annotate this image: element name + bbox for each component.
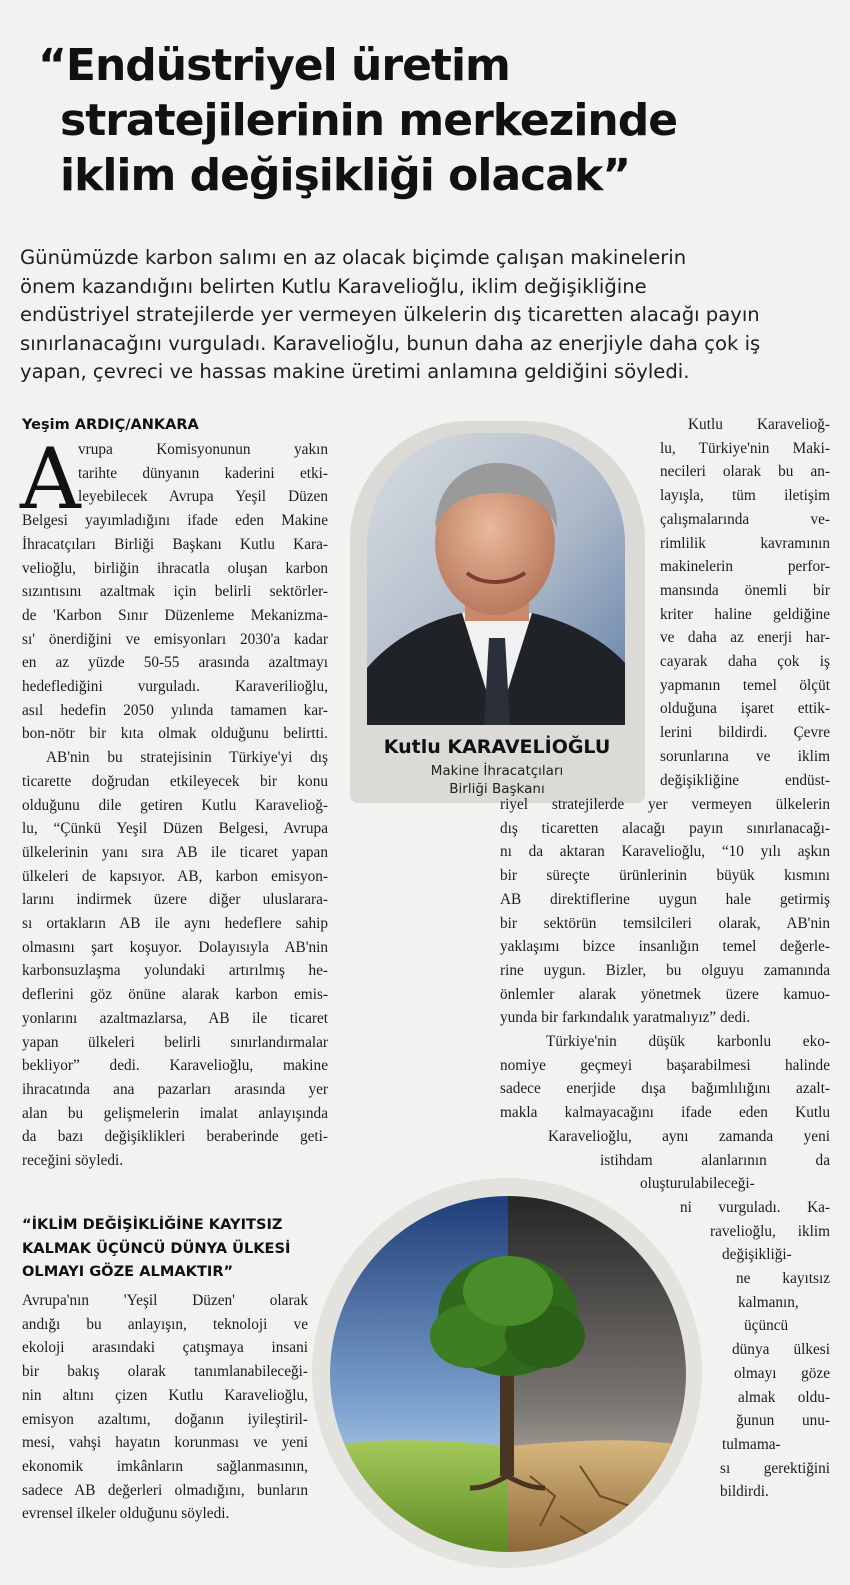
- text-line: rimlilik kavramının: [660, 534, 830, 552]
- text-line: Belgesi yayımladığını ifade eden Makine: [22, 512, 328, 530]
- text-line: andığı bu anlayışın, teknoloji ve: [22, 1315, 308, 1333]
- text-line: bildirdi.: [720, 1483, 769, 1501]
- text-line: deflerini göz önüne alarak karbon emis-: [22, 986, 328, 1004]
- text-line: sı ortakların AB ile aynı hedeflere sahip: [22, 915, 328, 933]
- lead-line: Günümüzde karbon salımı en az olacak biçimde çalışan makinelerin: [20, 246, 687, 269]
- text-line: çalışmalarında ve-: [660, 510, 830, 528]
- text-line: makinelerin perfor-: [660, 558, 830, 576]
- text-line: yaklaşımı bizce insanlığın temel değerle-: [500, 938, 830, 956]
- text-line: bir süreçte ürünlerinin büyük kısmını: [500, 867, 830, 885]
- text-line: alan bu gelişmelerin imalat anlayışında: [22, 1104, 328, 1122]
- text-line: yapan ülkeleri belirli sınırlandırmalar: [22, 1033, 328, 1051]
- subheading-line: OLMAYI GÖZE ALMAKTIR”: [22, 1263, 234, 1280]
- text-line: necileri olarak bu an-: [660, 463, 830, 481]
- climate-illustration: [330, 1196, 686, 1552]
- text-line: bir bakış olarak tanımlanabileceği-: [22, 1363, 308, 1381]
- text-line: ekonomik imkânların sağlanmasının,: [22, 1457, 308, 1475]
- text-line: kriter haline geldiğine: [660, 605, 830, 623]
- text-line: da bazı değişiklikleri beraberinde geti-: [22, 1128, 328, 1146]
- text-line: lerini bildirdi. Çevre: [660, 724, 830, 742]
- text-line: mesi, vahşi hayatın korunması ve yeni: [22, 1434, 308, 1452]
- text-line: yonlarını azaltmazlarsa, AB ile ticaret: [22, 1009, 328, 1027]
- headline-line: “Endüstriyel üretim: [38, 40, 510, 91]
- text-line: ülkeleri de kapsıyor. AB, karbon emisyon-: [22, 867, 328, 885]
- text-line: ve daha az enerji har-: [660, 629, 830, 647]
- lead-line: yapan, çevreci ve hassas makine üretimi anlamına geldiğini söyledi.: [20, 360, 690, 383]
- text-line: Karavelioğlu, aynı zamanda yeni: [548, 1127, 830, 1145]
- text-line: vrupa Komisyonunun yakın: [78, 441, 328, 458]
- text-line: layışla, tüm iletişim: [660, 487, 830, 505]
- subheading: [22, 1213, 322, 1284]
- text-line: en az yüzde 50-55 arasında azaltmayı: [22, 654, 328, 672]
- text-line: karbonsuzlaşma yolundaki artırılmış he-: [22, 962, 328, 980]
- left-column-bottom: [22, 1289, 308, 1526]
- text-line: asıl hedefin 2050 yılında tamamen kar-: [22, 701, 328, 719]
- text-line: ihracatında ana pazarları arasında yer: [22, 1080, 328, 1098]
- text-line: ekoloji arasındaki çatışmaya insani: [22, 1339, 308, 1357]
- byline: Yeşim ARDIÇ/ANKARA: [22, 417, 199, 433]
- text-line: dış ticaretten alacağı payın sınırlanacağı-: [500, 819, 830, 837]
- text-line: sı' önerdiğini ve emisyonları 2030'a kadar: [22, 630, 328, 648]
- climate-image: [330, 1196, 686, 1552]
- text-line: değişikliğine endüst-: [660, 771, 830, 789]
- photo-caption-name: Kutlu KARAVELİOĞLU: [383, 736, 611, 758]
- text-line: larını indirmek üzere diğer uluslarara-: [22, 891, 328, 909]
- text-line: ticarette doğrudan etkileyecek bir konu: [22, 772, 328, 790]
- text-line: sı gerektiğini: [720, 1459, 830, 1477]
- text-line: sadece enerjide dışa bağımlılığını azalt-: [500, 1080, 830, 1098]
- text-line: dünya ülkesi: [732, 1341, 830, 1359]
- drop-cap: A: [20, 430, 81, 528]
- lead-line: sınırlanacağını vurguladı. Karavelioğlu, bunun daha az enerjiyle daha çok iş: [20, 331, 761, 355]
- text-line: velioğlu, birliğin ihracatla oluşan karbon: [22, 559, 328, 577]
- text-line: cayarak daha çok iş: [660, 653, 830, 671]
- text-line: AB'nin bu stratejisinin Türkiye'yi dış: [46, 749, 328, 767]
- text-line: makla kalmayacağını ifade eden Kutlu: [500, 1104, 830, 1122]
- text-line: olduğuna işaret ettik-: [660, 700, 830, 718]
- text-line: almak oldu-: [738, 1388, 830, 1406]
- subheading-line: “İKLİM DEĞİŞİKLİĞİNE KAYITSIZ: [22, 1216, 283, 1233]
- text-line: evrensel ilkeler olduğunu söyledi.: [22, 1505, 230, 1523]
- text-line: nomiye geçmeyi başarabilmesi halinde: [500, 1056, 830, 1074]
- right-column-top: [660, 413, 830, 792]
- headline: [38, 38, 828, 203]
- left-column-top: [20, 430, 328, 1173]
- text-line: tarihte dünyanın kaderini etki-: [78, 464, 328, 482]
- text-line: sadece AB değerleri olmadığını, bunların: [22, 1481, 308, 1499]
- headline-line: stratejilerinin merkezinde: [60, 95, 678, 146]
- lead-line: önem kazandığını belirten Kutlu Karavelioğlu, iklim değişikliğine: [20, 274, 647, 298]
- text-line: bon-nötr bir kıta olmak olduğunu belirtti.: [22, 725, 328, 743]
- text-line: kalmanın,: [738, 1293, 799, 1311]
- photo-caption-title-line: Makine İhracatçıları: [430, 763, 564, 779]
- text-line: değişikliği-: [722, 1246, 792, 1264]
- text-line: önlemler alarak yönetmek üzere kamuo-: [500, 985, 830, 1003]
- text-line: olmasını şart koşuyor. Dolayısıyla AB'nin: [22, 938, 328, 956]
- text-line: ne kayıtsız: [736, 1270, 830, 1288]
- text-line: ülkelerinin yanı sıra AB ile ticaret yapan: [22, 843, 328, 861]
- text-line: lu, “Çünkü Yeşil Düzen Belgesi, Avrupa: [22, 820, 328, 838]
- text-line: sorunlarına ve iklim: [660, 747, 830, 765]
- text-line: hedeflediğini vurguladı. Karaverilioğlu,: [22, 678, 328, 696]
- text-line: de 'Karbon Sınır Düzenleme Mekanizma-: [22, 606, 328, 624]
- text-line: emisyon azaltımı, doğanın iyileştiril-: [22, 1410, 308, 1428]
- lead-line: endüstriyel stratejilerde yer vermeyen ülkelerin dış ticaretten alacağı payın: [20, 303, 760, 326]
- text-line: Türkiye'nin düşük karbonlu eko-: [546, 1033, 830, 1051]
- text-line: tulmama-: [722, 1435, 781, 1453]
- text-line: ğunun unu-: [736, 1412, 830, 1430]
- text-line: nı da aktaran Karavelioğlu, “10 yılı aşkın: [500, 843, 830, 861]
- text-line: Avrupa'nın 'Yeşil Düzen' olarak: [22, 1292, 308, 1309]
- headline-line: iklim değişikliği olacak”: [60, 150, 631, 201]
- portrait-photo: [367, 433, 625, 725]
- text-line: Kutlu Karavelioğ-: [688, 416, 830, 433]
- photo-caption-title-line: Birliği Başkanı: [449, 781, 545, 797]
- text-line: İhracatçıları Birliği Başkanı Kutlu Kara-: [22, 535, 328, 553]
- text-line: receğini söyledi.: [22, 1152, 124, 1170]
- text-line: üçüncü: [744, 1317, 789, 1335]
- text-line: rine uygun. Bizler, bu olguyu zamanında: [500, 961, 830, 979]
- text-line: olduğunu dile getiren Kutlu Karavelioğ-: [22, 796, 328, 814]
- text-line: lu, Türkiye'nin Maki-: [660, 439, 830, 457]
- text-line: bir sektörün temsilcileri olarak, AB'nin: [500, 914, 830, 932]
- text-line: ni vurguladı. Ka-: [680, 1198, 830, 1216]
- text-line: istihdam alanlarının da: [600, 1151, 830, 1169]
- text-line: yunda bir farkındalık yaratmalıyız” dedi.: [500, 1009, 751, 1027]
- text-line: mansında önemli bir: [660, 581, 830, 599]
- text-line: oluşturulabileceği-: [640, 1175, 755, 1193]
- text-line: olmayı göze: [734, 1364, 830, 1382]
- text-line: nin altını çizen Kutlu Karavelioğlu,: [22, 1386, 308, 1404]
- subheading-line: KALMAK ÜÇÜNCÜ DÜNYA ÜLKESİ: [22, 1239, 291, 1257]
- text-line: riyel stratejilerde yer vermeyen ülkelerin: [500, 796, 830, 813]
- text-line: leyebilecek Avrupa Yeşil Düzen: [78, 488, 328, 506]
- text-line: yapmanın temel ölçüt: [660, 676, 830, 694]
- text-line: bekliyor” dedi. Karavelioğlu, makine: [22, 1057, 328, 1075]
- lead-paragraph: [20, 244, 830, 387]
- text-line: AB direktiflerine uygun hale getirmiş: [500, 890, 830, 908]
- text-line: sızıntısını azaltmak için belirli sektörler-: [22, 583, 328, 601]
- text-line: ravelioğlu, iklim: [710, 1222, 830, 1240]
- portrait-image: [367, 433, 625, 725]
